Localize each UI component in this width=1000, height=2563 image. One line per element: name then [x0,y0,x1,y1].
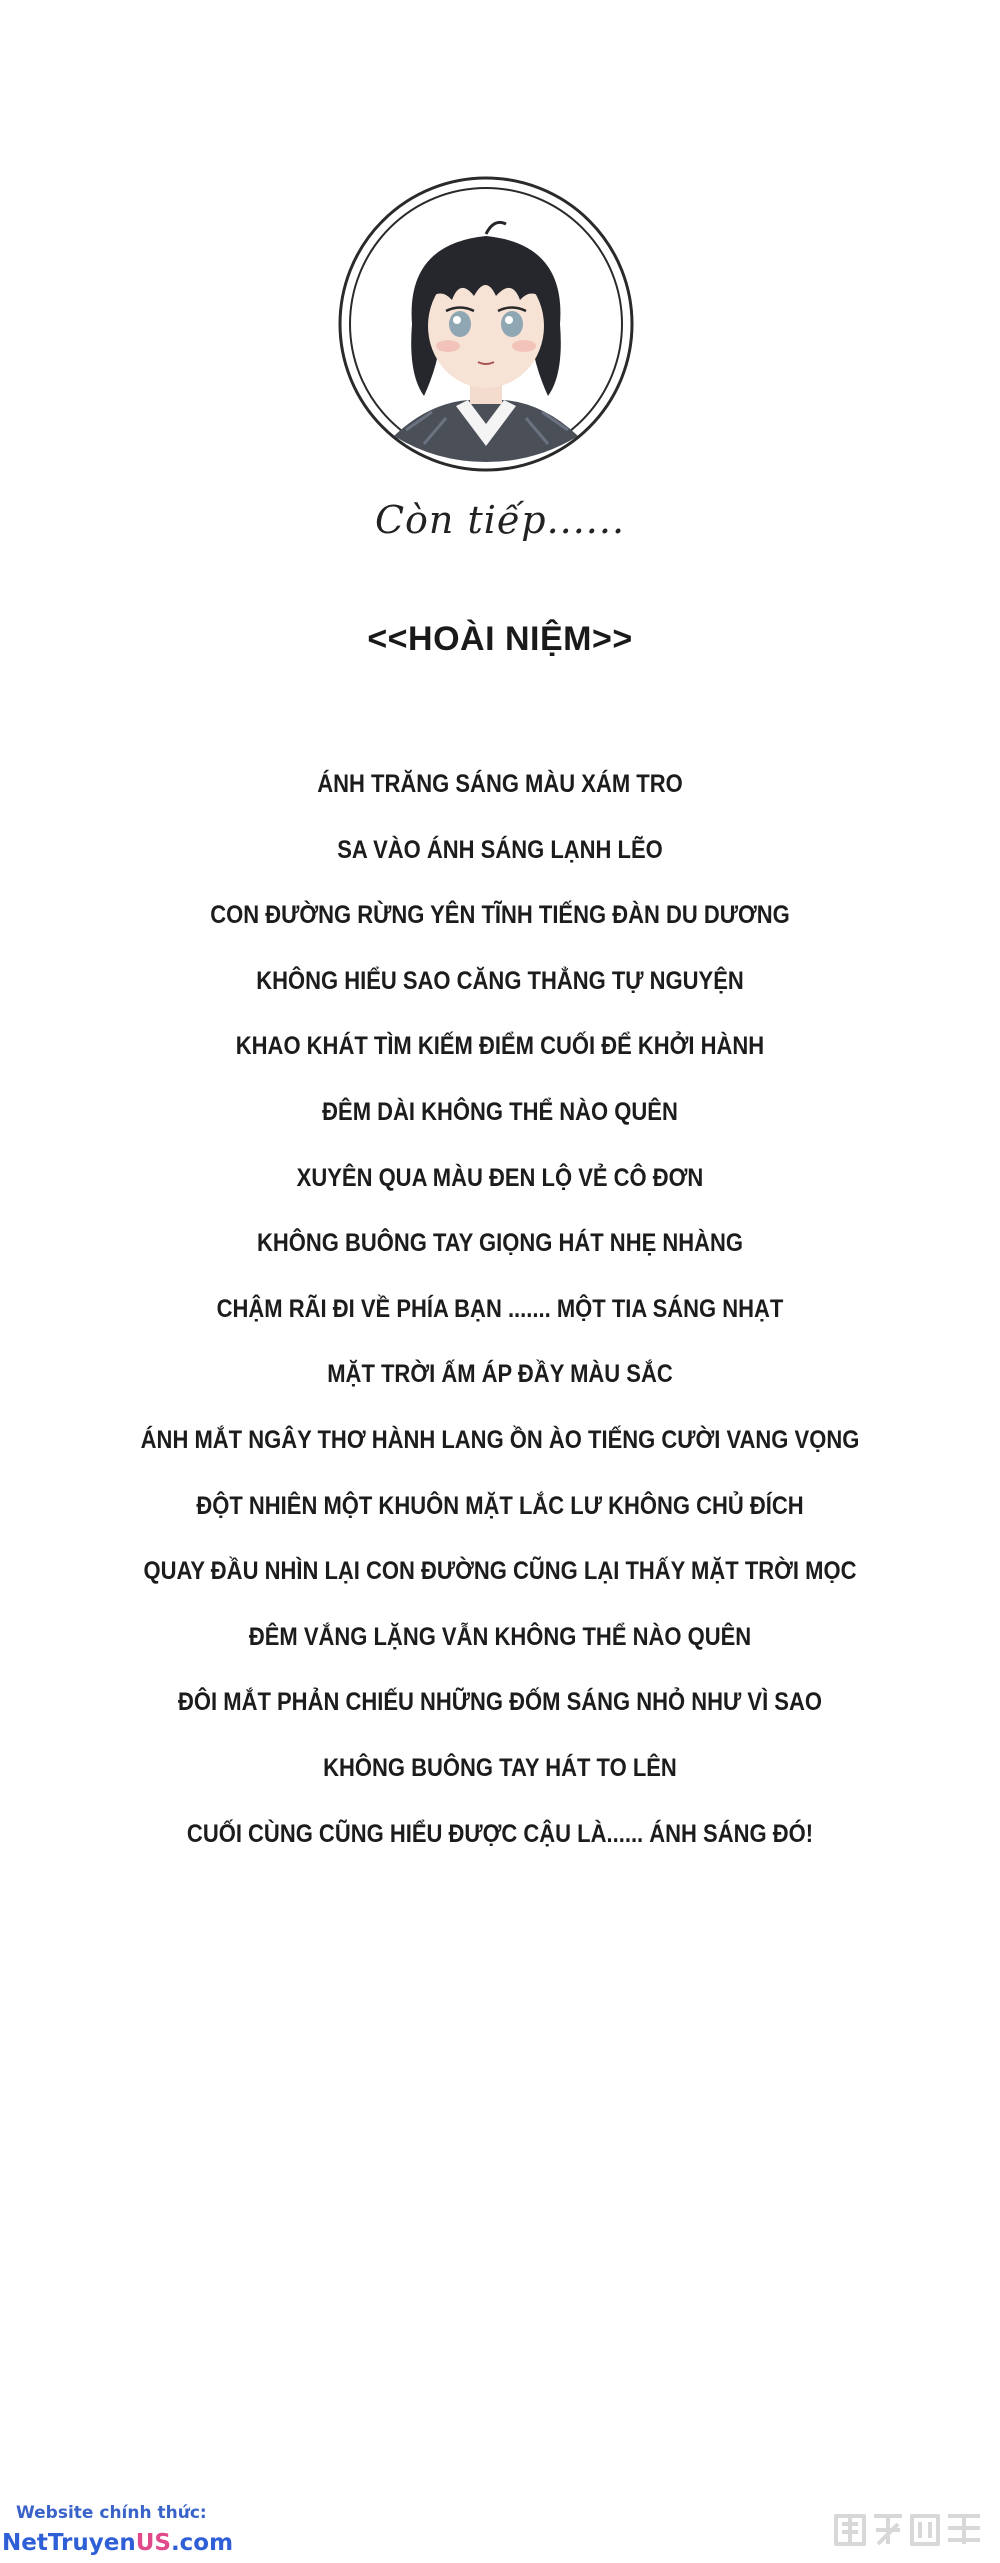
tencent-comics-logo-icon [830,2508,990,2552]
watermark-label: Website chính thức: [16,2503,207,2523]
poem-line: ÁNH MẮT NGÂY THƠ HÀNH LANG ỒN ÀO TIẾNG CƯỜI VANG VỌNG [140,1425,860,1454]
poem-line: CHẬM RÃI ĐI VỀ PHÍA BẠN ....... MỘT TIA SÁNG NHẠT [216,1294,784,1323]
poem-line: MẶT TRỜI ẤM ÁP ĐẦY MÀU SẮC [327,1360,673,1389]
poem-line: SA VÀO ÁNH SÁNG LẠNH LẼO [337,835,663,864]
avatar-illustration [336,174,636,474]
watermark-url-part2: US [135,2530,171,2556]
poem-line: KHÔNG HIỂU SAO CĂNG THẲNG TỰ NGUYỆN [256,966,744,995]
poem-line: KHAO KHÁT TÌM KIẾM ĐIỂM CUỐI ĐỂ KHỞI HÀNH [235,1032,765,1061]
character-avatar [336,174,636,474]
poem-title: <<HOÀI NIỆM>> [367,620,633,658]
watermark-url-part1: NetTruyen [2,2530,136,2556]
watermark-url[interactable] [2,2530,233,2556]
poem-line: ĐỘT NHIÊN MỘT KHUÔN MẶT LẮC LƯ KHÔNG CHỦ ĐÍCH [196,1491,804,1520]
poem-line: ĐÊM DÀI KHÔNG THỂ NÀO QUÊN [322,1097,678,1126]
poem-line: CUỐI CÙNG CŨNG HIỂU ĐƯỢC CẬU LÀ...... ÁNH SÁNG ĐÓ! [186,1819,814,1848]
to-be-continued-text: Còn tiếp...... [374,498,626,542]
watermark-url-part3: .com [170,2530,234,2556]
poem-line: KHÔNG BUÔNG TAY HÁT TO LÊN [323,1753,677,1782]
poem-line: QUAY ĐẦU NHÌN LẠI CON ĐƯỜNG CŨNG LẠI THẤY MẶT TRỜI MỌC [143,1557,857,1586]
poem-line: CON ĐƯỜNG RỪNG YÊN TĨNH TIẾNG ĐÀN DU DƯƠNG [210,901,790,930]
poem-line: ÁNH TRĂNG SÁNG MÀU XÁM TRO [317,770,683,798]
poem-line: KHÔNG BUÔNG TAY GIỌNG HÁT NHẸ NHÀNG [256,1229,744,1258]
poem-line: ĐÊM VẮNG LẶNG VẪN KHÔNG THỂ NÀO QUÊN [248,1622,752,1651]
poem-line: XUYÊN QUA MÀU ĐEN LỘ VẺ CÔ ĐƠN [296,1163,704,1192]
poem-line: ĐÔI MẮT PHẢN CHIẾU NHỮNG ĐỐM SÁNG NHỎ NHƯ VÌ SAO [178,1688,822,1717]
poem-verses [0,752,1000,1867]
